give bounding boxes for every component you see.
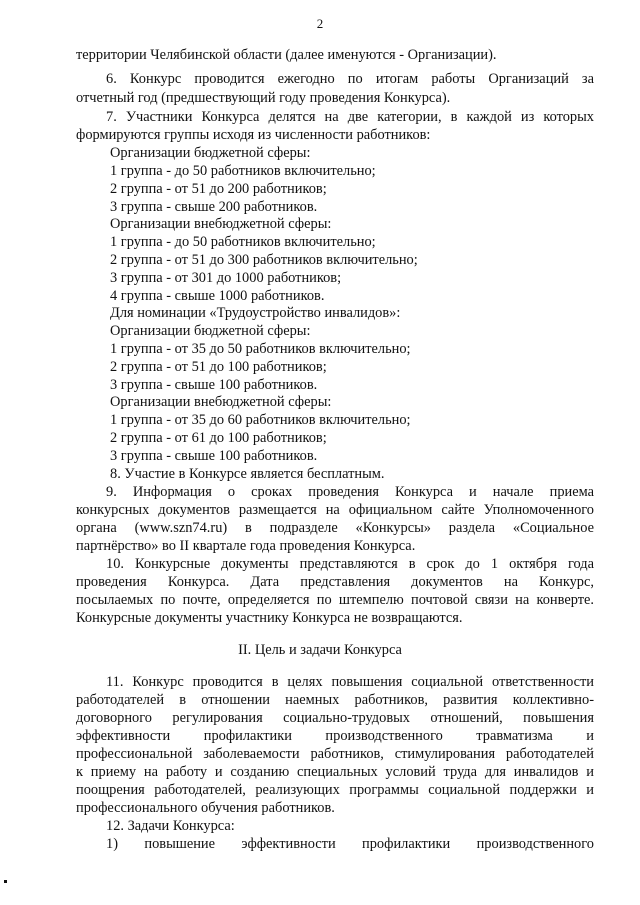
- text-line: 1 группа - до 50 работников включительно;: [110, 234, 376, 250]
- text-line: Для номинации «Трудоустройство инвалидов»:: [110, 305, 401, 321]
- text-line: к приему на работу и созданию специальных условий труда для инвалидов и: [76, 764, 594, 780]
- page-number: 2: [316, 16, 324, 31]
- text-line: проведения Конкурса. Дата представления документов на Конкурс,: [76, 574, 594, 590]
- text-line: профессиональной заболеваемости работников, стимулирования работодателей: [76, 746, 594, 762]
- text-line: поощрения работодателей, реализующих программы социальной поддержки и: [76, 782, 594, 798]
- text-line: 1) повышение эффективности профилактики производственного: [106, 836, 594, 852]
- text-line: 1 группа - до 50 работников включительно;: [110, 163, 376, 179]
- text-line: профессионального обучения работников.: [76, 800, 335, 816]
- text-line: 3 группа - свыше 100 работников.: [110, 377, 318, 393]
- text-line: территории Челябинской области (далее именуются - Организации).: [76, 47, 497, 63]
- text-line: 2 группа - от 51 до 300 работников включительно;: [110, 252, 418, 268]
- text-line: 1 группа - от 35 до 60 работников включительно;: [110, 412, 411, 428]
- text-line: 11. Конкурс проводится в целях повышения социальной ответственности: [106, 674, 594, 690]
- text-line: 10. Конкурсные документы представляются в срок до 1 октября года: [106, 556, 594, 572]
- text-line: 9. Информация о сроках проведения Конкурса и начале приема: [106, 484, 594, 500]
- text-line: 6. Конкурс проводится ежегодно по итогам работы Организаций за: [106, 71, 594, 87]
- text-line: эффективности профилактики производственного травматизма и: [76, 728, 594, 744]
- text-line: посылаемых по почте, определяется по штемпелю почтовой связи на конверте.: [76, 592, 594, 608]
- text-line: 1 группа - от 35 до 50 работников включительно;: [110, 341, 411, 357]
- text-line: 7. Участники Конкурса делятся на две категории, в каждой из которых: [106, 109, 594, 125]
- text-line: конкурсных документов размещается на официальном сайте Уполномоченного: [76, 502, 594, 518]
- text-line: Организации бюджетной сферы:: [110, 323, 311, 339]
- text-line: Организации внебюджетной сферы:: [110, 394, 332, 410]
- text-line: Организации бюджетной сферы:: [110, 145, 311, 161]
- text-line: 2 группа - от 51 до 100 работников;: [110, 359, 327, 375]
- text-line: отчетный год (предшествующий году проведения Конкурса).: [76, 90, 451, 106]
- text-line: 3 группа - свыше 100 работников.: [110, 448, 318, 464]
- text-line: 2 группа - от 61 до 100 работников;: [110, 430, 327, 446]
- text-line: 2 группа - от 51 до 200 работников;: [110, 181, 327, 197]
- section-heading: II. Цель и задачи Конкурса: [238, 642, 402, 658]
- text-line: 3 группа - от 301 до 1000 работников;: [110, 270, 342, 286]
- text-line: 4 группа - свыше 1000 работников.: [110, 288, 325, 304]
- text-line: Конкурсные документы участнику Конкурса не возвращаются.: [76, 610, 463, 626]
- text-line: 8. Участие в Конкурсе является бесплатным.: [110, 466, 385, 482]
- text-line: партнёрство» во II квартале года проведения Конкурса.: [76, 538, 416, 554]
- text-line: договорного регулирования социально-трудовых отношений, повышения: [76, 710, 594, 726]
- text-line: 12. Задачи Конкурса:: [106, 818, 235, 834]
- text-line: работодателей в отношении наемных работников, развития коллективно-: [76, 692, 594, 708]
- text-line: формируются группы исходя из численности работников:: [76, 127, 431, 143]
- text-line: Организации внебюджетной сферы:: [110, 216, 332, 232]
- scan-mark: [4, 880, 7, 883]
- text-line: органа (www.szn74.ru) в подразделе «Конкурсы» раздела «Социальное: [76, 520, 594, 536]
- text-line: 3 группа - свыше 200 работников.: [110, 199, 318, 215]
